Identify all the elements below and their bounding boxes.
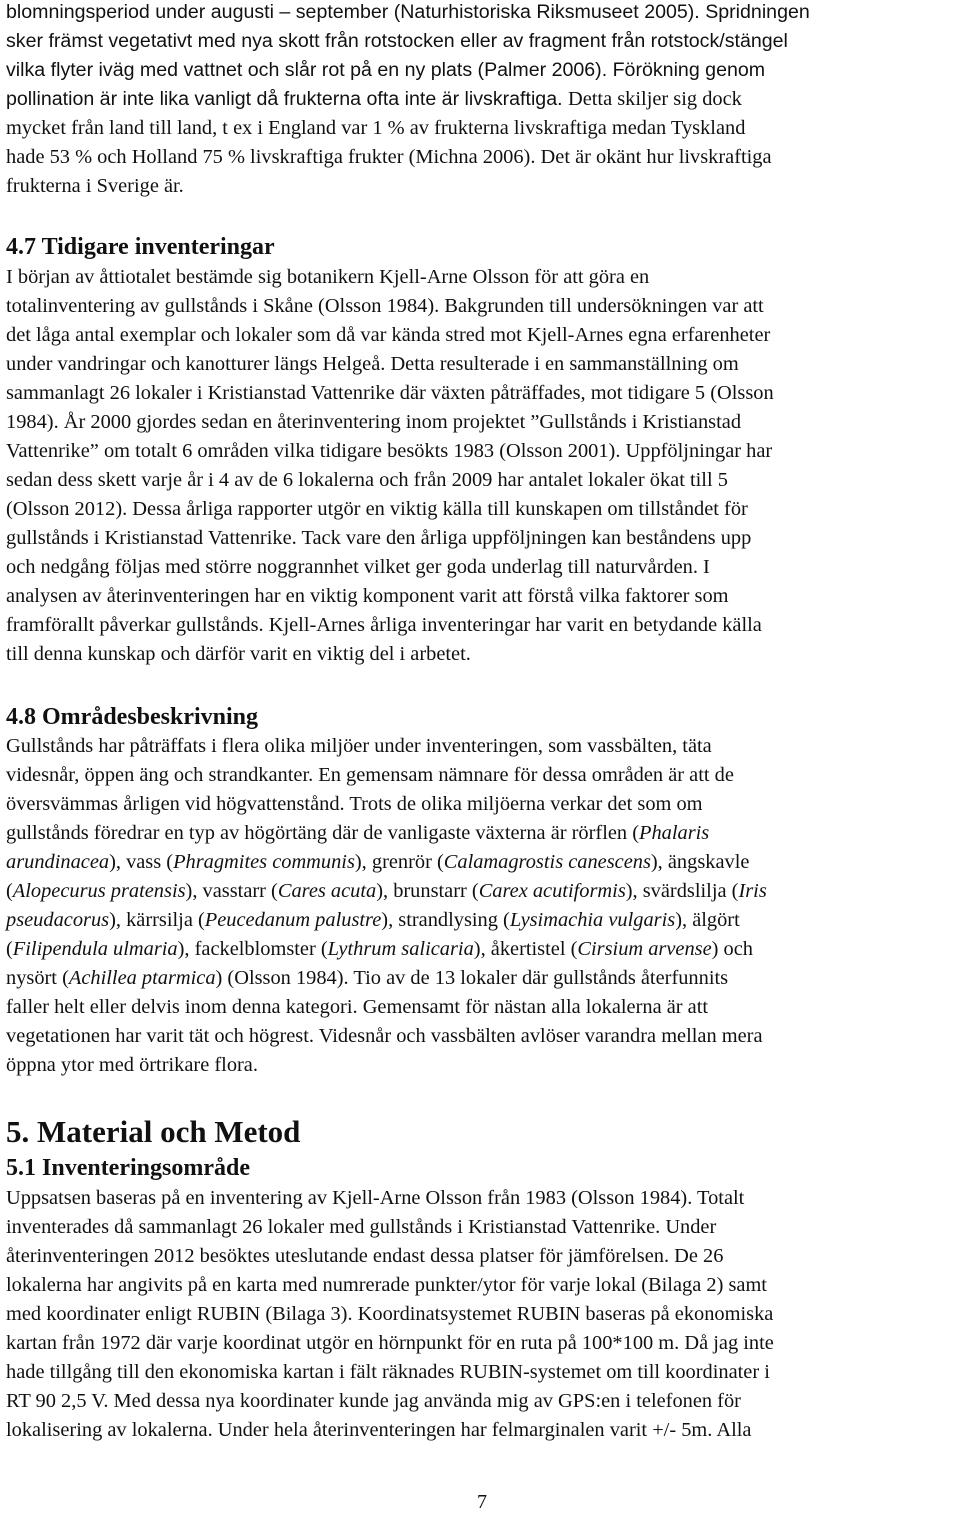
text-line: (Filipendula ulmaria), fackelblomster (Lythrum salicaria), åkertistel (Cirsium arvense) och (6, 938, 753, 960)
text-line: arundinacea), vass (Phragmites communis), grenrör (Calamagrostis canescens), ängskavle (6, 851, 750, 873)
heading-5-1: 5.1 Inventeringsområde (6, 1155, 250, 1181)
paragraph-4-8 (6, 732, 767, 1080)
paragraph-4-7 (6, 263, 774, 669)
text-line: nysört (Achillea ptarmica) (Olsson 1984). Tio av de 13 lokaler där gullstånds återfunnits (6, 967, 729, 989)
paragraph-5-1 (6, 1184, 774, 1445)
text-line: det låga antal exemplar och lokaler som då var kända stred mot Kjell-Arnes egna erfarenheter (6, 324, 771, 346)
heading-4-8: 4.8 Områdesbeskrivning (6, 704, 259, 730)
text-line: Vattenrike” om totalt 6 områden vilka tidigare besökts 1983 (Olsson 2001). Uppföljningar har (6, 440, 773, 462)
text-line: under vandringar och kanotturer längs Helgeå. Detta resulterade i en sammanställning om (6, 353, 739, 375)
text-line: med koordinater enligt RUBIN (Bilaga 3). Koordinatsystemet RUBIN baseras på ekonomiska (6, 1303, 774, 1325)
text-line: blomningsperiod under augusti – september (Naturhistoriska Riksmuseet 2005). Spridningen (6, 1, 810, 23)
text-line: lokalisering av lokalerna. Under hela återinventeringen har felmarginalen varit +/- 5m. Alla (6, 1419, 752, 1441)
text-line: kartan från 1972 där varje koordinat utgör en hörnpunkt för en ruta på 100*100 m. Då jag inte (6, 1332, 774, 1354)
text-line: pollination är inte lika vanligt då frukterna ofta inte är livskraftiga. Detta skiljer sig dock (6, 88, 742, 110)
text-line: inventerades då sammanlagt 26 lokaler med gullstånds i Kristianstad Vattenrike. Under (6, 1216, 717, 1238)
text-line: vegetationen har varit tät och högrest. Videsnår och vassbälten avlöser varandra mellan mera (6, 1025, 763, 1047)
text-line: (Olsson 2012). Dessa årliga rapporter utgör en viktig källa till kunskapen om tillståndet för (6, 498, 748, 520)
text-line: RT 90 2,5 V. Med dessa nya koordinater kunde jag använda mig av GPS:en i telefonen för (6, 1390, 741, 1412)
text-line: hade 53 % och Holland 75 % livskraftiga frukter (Michna 2006). Det är okänt hur livskraftiga (6, 146, 772, 168)
text-line: analysen av återinventeringen har en viktig komponent varit att förstå vilka faktorer som (6, 585, 729, 607)
text-line: vilka flyter iväg med vattnet och slår rot på en ny plats (Palmer 2006). Förökning genom (6, 59, 766, 81)
text-line: mycket från land till land, t ex i England var 1 % av frukterna livskraftiga medan Tyskland (6, 117, 746, 139)
text-line: framförallt påverkar gullstånds. Kjell-Arnes årliga inventeringar har varit en betydande källa (6, 614, 762, 636)
heading-4-7: 4.7 Tidigare inventeringar (6, 234, 275, 260)
text-line: Uppsatsen baseras på en inventering av Kjell-Arne Olsson från 1983 (Olsson 1984). Totalt (6, 1187, 745, 1209)
text-line: pseudacorus), kärrsilja (Peucedanum palustre), strandlysing (Lysimachia vulgaris), älgört (6, 909, 740, 931)
text-line: hade tillgång till den ekonomiska kartan i fält räknades RUBIN-systemet om till koordinater i (6, 1361, 770, 1383)
text-line: videsnår, öppen äng och strandkanter. En gemensam nämnare för dessa områden är att de (6, 764, 734, 786)
text-line: frukterna i Sverige är. (6, 175, 184, 197)
text-line: översvämmas årligen vid högvattenstånd. Trots de olika miljöerna verkar det som om (6, 793, 703, 815)
text-line: totalinventering av gullstånds i Skåne (Olsson 1984). Bakgrunden till undersökningen var att (6, 295, 764, 317)
intro-paragraph (6, 0, 810, 201)
text-line: sker främst vegetativt med nya skott från rotstocken eller av fragment från rotstock/stängel (6, 30, 788, 52)
text-line: gullstånds i Kristianstad Vattenrike. Tack vare den årliga uppföljningen kan beståndens upp (6, 527, 752, 549)
heading-5: 5. Material och Metod (6, 1114, 301, 1149)
text-line: lokalerna har angivits på en karta med numrerade punkter/ytor för varje lokal (Bilaga 2) samt (6, 1274, 767, 1296)
text-line: och nedgång följas med större noggrannhet vilket ger goda underlag till naturvården. I (6, 556, 710, 578)
text-line: sammanlagt 26 lokaler i Kristianstad Vattenrike där växten påträffades, mot tidigare 5 (Olsson (6, 382, 774, 404)
text-line: (Alopecurus pratensis), vasstarr (Cares acuta), brunstarr (Carex acutiformis), svärdslilja (Iris (6, 880, 767, 902)
text-line: återinventeringen 2012 besöktes uteslutande endast dessa platser för jämförelsen. De 26 (6, 1245, 724, 1267)
text-line: faller helt eller delvis inom denna kategori. Gemensamt för nästan alla lokalerna är att (6, 996, 709, 1018)
text-line: gullstånds föredrar en typ av högörtäng där de vanligaste växterna är rörflen (Phalaris (6, 822, 710, 844)
text-line: I början av åttiotalet bestämde sig botanikern Kjell-Arne Olsson för att göra en (6, 266, 650, 288)
text-line: 1984). År 2000 gjordes sedan en återinventering inom projektet ”Gullstånds i Kristianstad (6, 411, 742, 433)
text-line: sedan dess skett varje år i 4 av de 6 lokalerna och från 2009 har antalet lokaler ökat till 5 (6, 469, 728, 491)
text-line: till denna kunskap och därför varit en viktig del i arbetet. (6, 643, 471, 665)
page-number: 7 (477, 1491, 487, 1513)
text-line: öppna ytor med örtrikare flora. (6, 1054, 258, 1076)
text-line: Gullstånds har påträffats i flera olika miljöer under inventeringen, som vassbälten, täta (6, 735, 712, 757)
